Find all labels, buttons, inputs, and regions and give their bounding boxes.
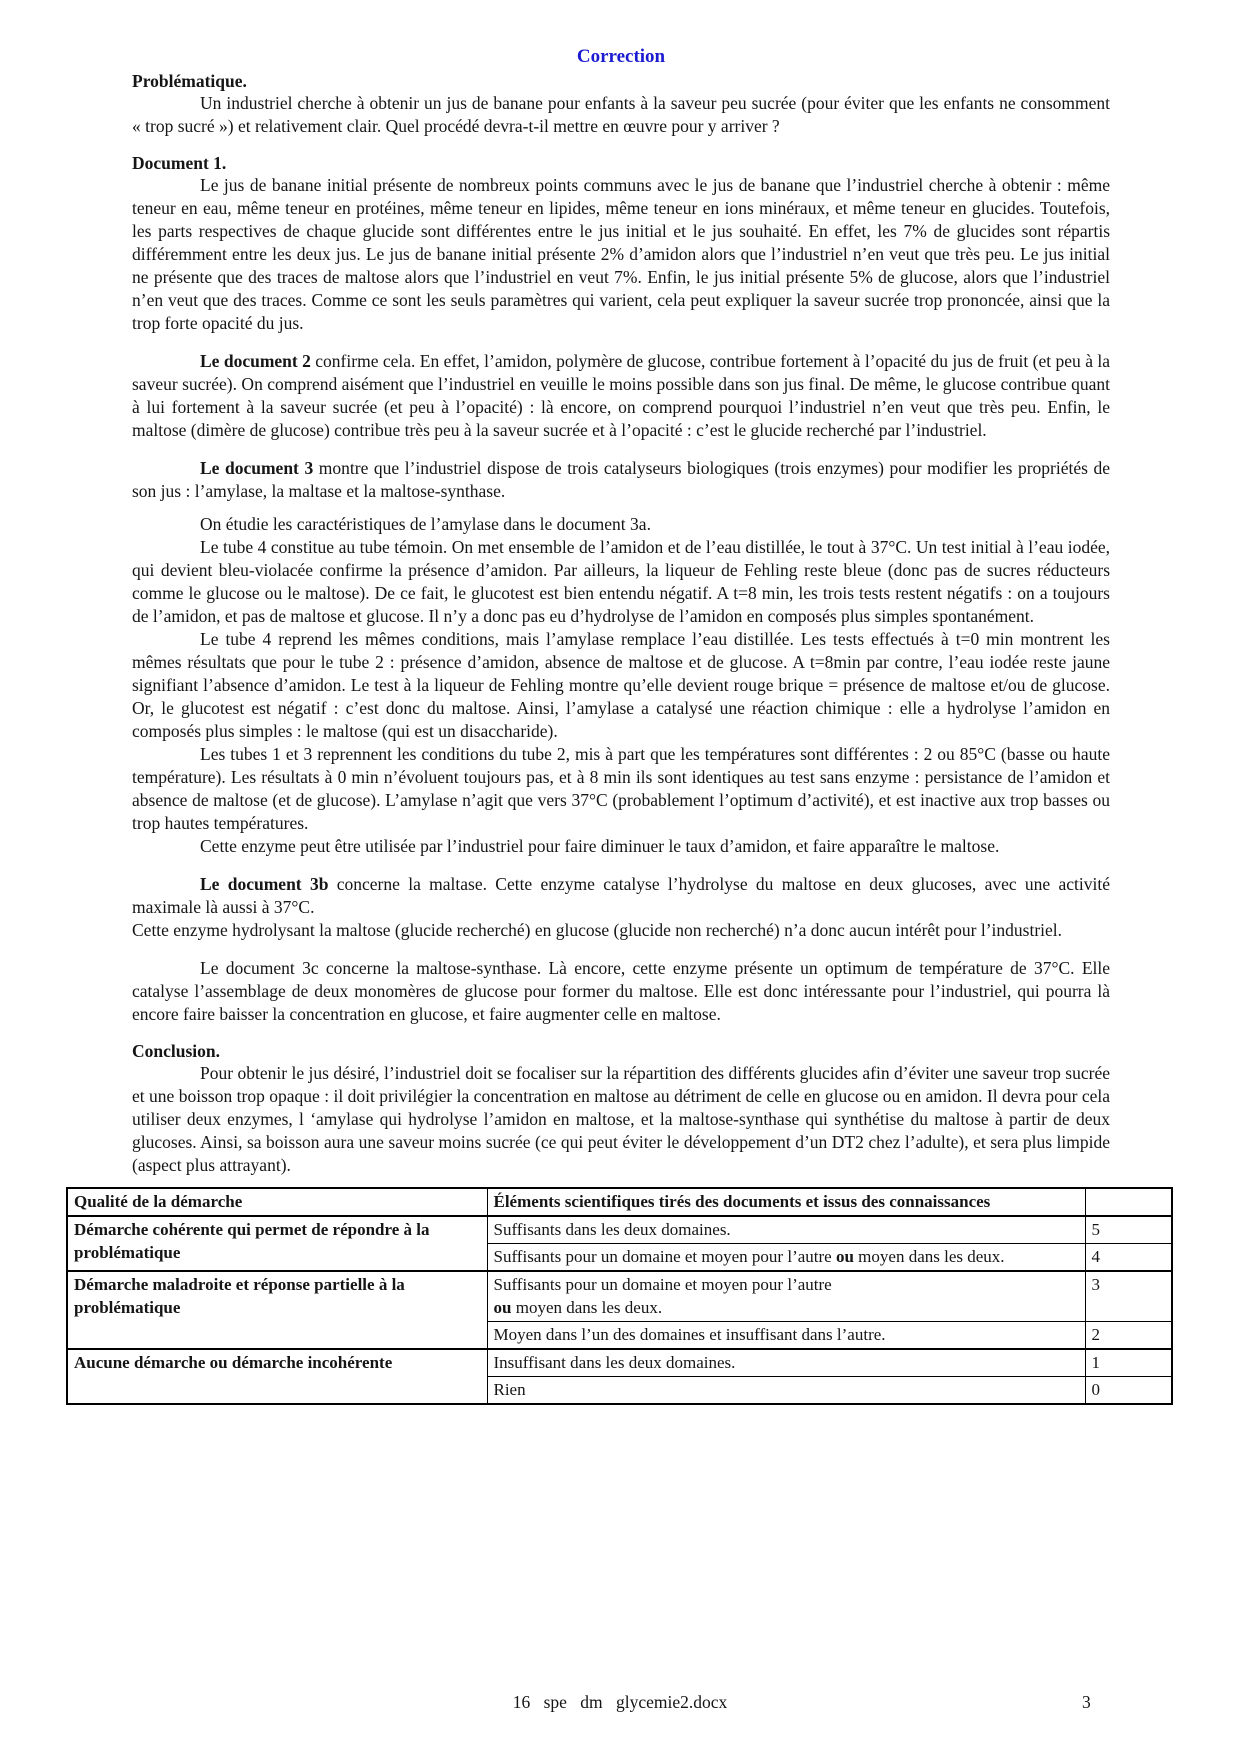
- document3-text: montre que l’industriel dispose de trois catalyseurs biologiques (trois enzymes) pour modifier les propriétés de son jus : l’amylase, la maltase et la maltose-synthase.: [132, 458, 1110, 501]
- paragraph-amylase-intro: On étudie les caractéristiques de l’amylase dans le document 3a.: [200, 514, 651, 534]
- cell-score1-text: Insuffisant dans les deux domaines.: [487, 1349, 1085, 1377]
- paragraph-document3b: [132, 873, 1110, 919]
- paragraph-tube4-temoin: Le tube 4 constitue au tube témoin. On met ensemble de l’amidon et de l’eau distillée, le tout à 37°C. Un test initial à l’eau iodée, qui devient bleu-violacée confirme la présence d’amidon. Par ailleurs, la liqueur de Fehling reste bleue (donc pas de sucres réducteurs comme le glucose ou le maltose). De ce fait, le glucotest est bien entendu négatif. A t=8 min, les trois tests restent négatifs : on a toujours de l’amidon, et pas de maltose et glucose. Il n’y a donc pas eu d’hydrolyse de l’amidon en composés plus simples spontanément.: [132, 537, 1110, 626]
- paragraph-document3b-continuation: Cette enzyme hydrolysant la maltose (glucide recherché) en glucose (glucide non recherché) n’a donc aucun intérêt pour l’industriel.: [132, 920, 1063, 940]
- cell-score5-text: Suffisants dans les deux domaines.: [487, 1216, 1085, 1244]
- cell-score4-text: [487, 1244, 1085, 1272]
- header-qualite: Qualité de la démarche: [67, 1188, 487, 1216]
- paragraph-document3: [132, 457, 1110, 503]
- document3b-text: concerne la maltase. Cette enzyme catalyse l’hydrolyse du maltose en deux glucoses, avec une activité maximale là aussi à 37°C.: [132, 874, 1111, 917]
- paragraph-tubes1-3: Les tubes 1 et 3 reprennent les conditions du tube 2, mis à part que les températures sont différentes : 2 ou 85°C (basse ou haute température). Les résultats à 0 min n’évoluent toujours pas, et à 8 min ils sont identiques au test sans enzyme : persistance de l’amidon et absence de maltose (et de glucose). L’amylase n’agit que vers 37°C (probablement l’optimum d’activité), et est inactive aux trop basses ou trop hautes températures.: [132, 744, 1110, 833]
- cell-score0-text: Rien: [487, 1377, 1085, 1405]
- header-elements: Éléments scientifiques tirés des documents et issus des connaissances: [487, 1188, 1085, 1216]
- cell-score1: 1: [1085, 1349, 1172, 1377]
- grading-table-header-row: [67, 1188, 1172, 1216]
- cell-score3-line1: Suffisants pour un domaine et moyen pour l’autre: [493, 1275, 832, 1294]
- cell-score2-text: Moyen dans l’un des domaines et insuffisant dans l’autre.: [487, 1322, 1085, 1350]
- heading-document1: Document 1.: [132, 153, 227, 173]
- cell-score5: 5: [1085, 1216, 1172, 1244]
- cell-score3: 3: [1085, 1271, 1172, 1322]
- table-row: [67, 1271, 1172, 1322]
- criterion-aucune-demarche: Aucune démarche ou démarche incohérente: [67, 1349, 487, 1404]
- cell-score4: 4: [1085, 1244, 1172, 1272]
- header-score: [1085, 1188, 1172, 1216]
- cell-score4-ou: ou: [835, 1247, 854, 1266]
- paragraph-conclusion: Pour obtenir le jus désiré, l’industriel doit se focaliser sur la répartition des différents glucides afin d’éviter une saveur trop sucrée et une boisson trop opaque : il doit privilégier la concentration en maltose au détriment de celle en glucose ou en amidon. Il devra pour cela utiliser deux enzymes, l ‘amylase qui hydrolyse l’amidon en maltose, et la maltose-synthase qui synthétise du maltose à partir de deux glucoses. Ainsi, sa boisson aura une saveur moins sucrée (ce qui peut éviter le développement d’un DT2 chez l’adulte), et sera plus limpide (aspect plus attrayant).: [132, 1063, 1110, 1175]
- cell-score0: 0: [1085, 1377, 1172, 1405]
- heading-problematique: Problématique.: [132, 71, 247, 91]
- criterion-demarche-coherente: Démarche cohérente qui permet de répondre à la problématique: [67, 1216, 487, 1271]
- criterion-demarche-maladroite: Démarche maladroite et réponse partielle à la problématique: [67, 1271, 487, 1349]
- cell-score4-pre: Suffisants pour un domaine et moyen pour l’autre: [493, 1247, 836, 1266]
- document2-text: confirme cela. En effet, l’amidon, polymère de glucose, contribue fortement à l’opacité du jus de fruit (et peu à la saveur sucrée). On comprend aisément que l’industriel en veuille le moins possible dans son jus final. De même, le glucose contribue quant à lui fortement à la saveur sucrée (et peu à l’opacité) : là encore, on comprend pourquoi l’industriel n’en veut que très peu. Enfin, le maltose (dimère de glucose) contribue très peu à la saveur sucrée et à l’opacité : c’est le glucide recherché par l’industriel.: [132, 351, 1110, 440]
- cell-score3-text: [487, 1271, 1085, 1322]
- grading-table: [66, 1187, 1173, 1405]
- paragraph-document3c: Le document 3c concerne la maltose-synthase. Là encore, cette enzyme présente un optimum de température de 37°C. Elle catalyse l’assemblage de deux monomères de glucose pour former du maltose. Elle est donc intéressante pour l’industriel, qui pourra là encore faire baisser la concentration en glucose, et faire augmenter celle en maltose.: [132, 958, 1110, 1024]
- cell-score3-line2: moyen dans les deux.: [511, 1298, 663, 1317]
- footer-page-number: 3: [1082, 1692, 1091, 1712]
- document3-lead: Le document 3: [200, 458, 314, 478]
- page-title: Correction: [576, 46, 666, 67]
- page-footer: [0, 1692, 1240, 1716]
- cell-score2: 2: [1085, 1322, 1172, 1350]
- paragraph-amylase-usage: Cette enzyme peut être utilisée par l’industriel pour faire diminuer le taux d’amidon, et faire apparaître le maltose.: [200, 836, 1000, 856]
- cell-score3-ou: ou: [493, 1298, 512, 1317]
- table-row: [67, 1349, 1172, 1377]
- cell-score4-post: moyen dans les deux.: [853, 1247, 1005, 1266]
- document3b-lead: Le document 3b: [200, 874, 329, 894]
- paragraph-tube4-amylase: Le tube 4 reprend les mêmes conditions, mais l’amylase remplace l’eau distillée. Les tests effectués à t=0 min montrent les mêmes résultats que pour le tube 2 : présence d’amidon, absence de maltose et de glucose. A t=8min par contre, l’eau iodée reste jaune signifiant l’absence d’amidon. Le test à la liqueur de Fehling montre qu’elle devient rouge brique = présence de maltose et/ou de glucose. Or, le glucotest est négatif : c’est donc du maltose. Ainsi, l’amylase a catalysé une réaction chimique : elle a hydrolyse l’amidon en composés plus simples : le maltose (qui est un disaccharide).: [132, 629, 1110, 741]
- paragraph-document1: Le jus de banane initial présente de nombreux points communs avec le jus de banane que l’industriel cherche à obtenir : même teneur en eau, même teneur en protéines, même teneur en lipides, même teneur en ions minéraux, et même teneur en glucides. Toutefois, les parts respectives de chaque glucide sont différentes entre le jus initial et le jus souhaité. En effet, les 7% de glucides sont répartis différemment entre les deux jus. Le jus de banane initial présente 2% d’amidon alors que l’industriel n’en veut que très peu. Le jus initial ne présente que des traces de maltose alors que l’industriel en veut 7%. Enfin, le jus initial présente 5% de glucose, alors que l’industriel n’en veut que des traces. Comme ce sont les seuls paramètres qui varient, cela peut expliquer la saveur sucrée trop prononcée, ainsi que la trop forte opacité du jus.: [132, 175, 1110, 333]
- paragraph-document2: [132, 350, 1110, 442]
- heading-conclusion: Conclusion.: [132, 1041, 221, 1061]
- table-row: [67, 1216, 1172, 1244]
- document2-lead: Le document 2: [200, 351, 311, 371]
- paragraph-problematique: Un industriel cherche à obtenir un jus de banane pour enfants à la saveur peu sucrée (pour éviter que les enfants ne consomment « trop sucré ») et relativement clair. Quel procédé devra-t-il mettre en œuvre pour y arriver ?: [132, 93, 1110, 136]
- footer-filename: 16 spe dm glycemie2.docx: [512, 1692, 728, 1712]
